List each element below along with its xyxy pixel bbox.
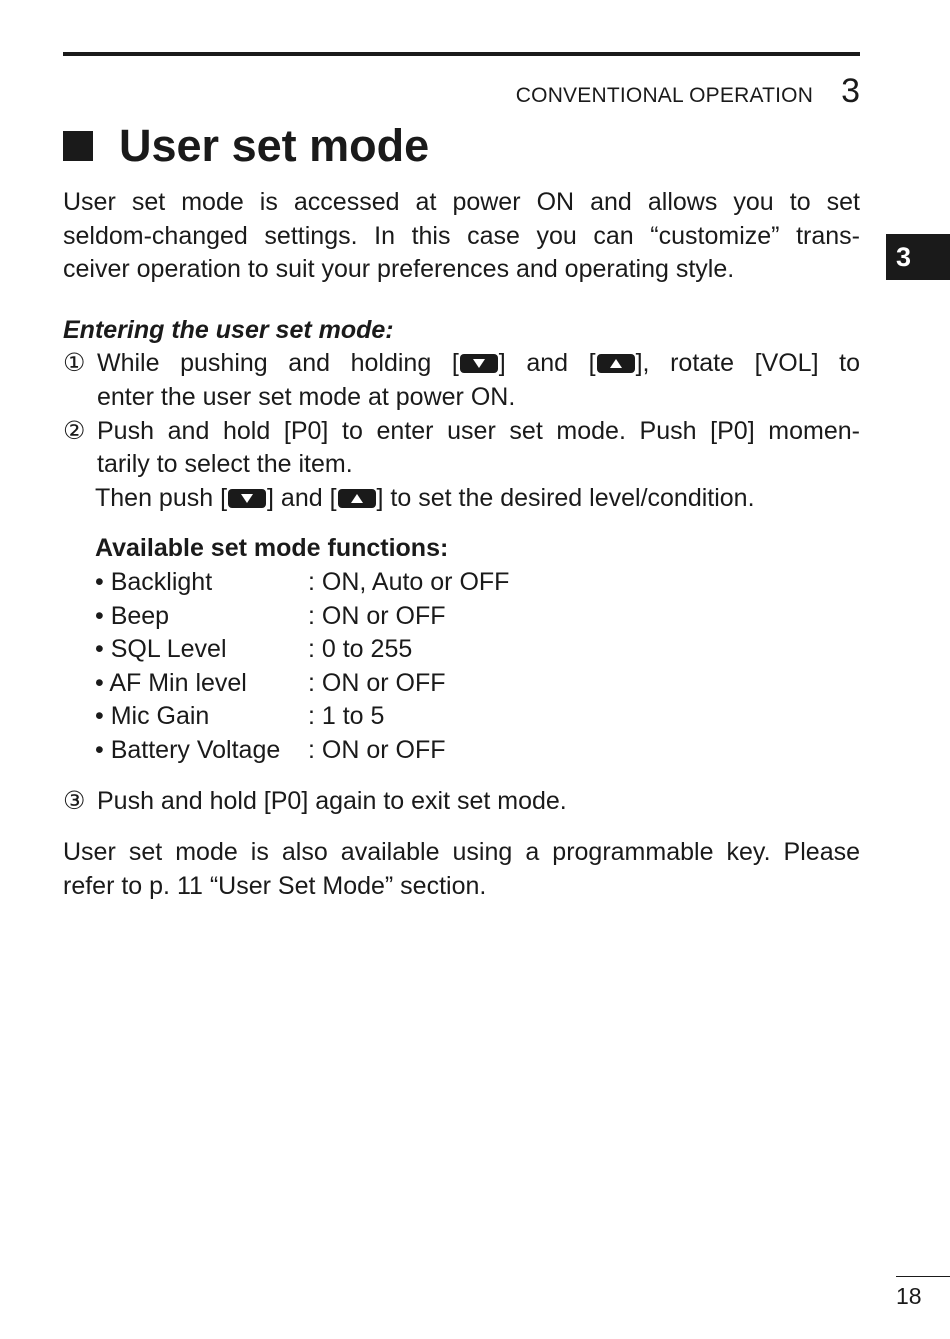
down-arrow-key-icon: [228, 489, 266, 508]
section-title: CONVENTIONAL OPERATION: [515, 84, 814, 107]
intro-line: seldom-changed settings. In this case you can “customize” trans-: [63, 221, 860, 250]
list-item: [95, 734, 860, 768]
up-arrow-key-icon: [597, 354, 635, 373]
outro-line: refer to p. 11 “User Set Mode” section.: [63, 871, 487, 900]
step-line: Push and hold [P0] again to exit set mode.: [97, 786, 567, 815]
content: [63, 186, 860, 903]
function-name: • AF Min level: [95, 668, 247, 697]
down-arrow-key-icon: [460, 354, 498, 373]
function-name: • Battery Voltage: [95, 735, 281, 764]
step-line: [97, 347, 860, 381]
functions-heading: Available set mode functions:: [95, 534, 449, 563]
top-rule: [63, 52, 860, 56]
function-name: • Mic Gain: [95, 702, 210, 731]
page-title: [63, 120, 429, 172]
page-number-rule: [896, 1276, 950, 1277]
step-2-then-line: [63, 482, 860, 516]
function-value: : ON or OFF: [308, 668, 446, 697]
step-line: Push and hold [P0] to enter user set mode. Push [P0] momen-: [97, 416, 860, 445]
page-title-text: User set mode: [119, 120, 430, 171]
step-text: Then push [: [95, 483, 228, 512]
list-item: [95, 633, 860, 667]
intro-line: ceiver operation to suit your preferences and operating style.: [63, 255, 735, 284]
step-text: ], rotate [VOL] to: [635, 349, 860, 378]
list-item: [95, 600, 860, 634]
chapter-number: 3: [841, 72, 860, 110]
up-arrow-key-icon: [338, 489, 376, 508]
step-text: ] to set the desired level/condition.: [376, 483, 755, 512]
function-value: : 0 to 255: [308, 635, 413, 664]
step-2: [63, 415, 860, 482]
function-value: : ON or OFF: [308, 735, 446, 764]
list-item: [95, 566, 860, 600]
function-name: • Beep: [95, 601, 170, 630]
step-3: [63, 785, 860, 819]
list-item: [95, 700, 860, 734]
intro-line: User set mode is accessed at power ON and allows you to set: [63, 188, 860, 216]
function-value: : 1 to 5: [308, 702, 385, 731]
entering-heading: Entering the user set mode:: [63, 315, 394, 344]
chapter-tab: 3: [886, 234, 950, 280]
function-value: : ON or OFF: [308, 601, 446, 630]
running-head: [516, 72, 860, 111]
step-number: ①: [63, 349, 86, 378]
outro-line: User set mode is also available using a programmable key. Please: [63, 838, 860, 867]
step-line: tarily to select the item.: [97, 450, 353, 479]
step-text: While pushing and holding [: [97, 349, 459, 378]
page-number: 18: [896, 1283, 922, 1309]
step-text: ] and [: [267, 483, 337, 512]
step-1: [63, 347, 860, 414]
step-text: ] and [: [498, 349, 596, 378]
step-number: ③: [63, 786, 86, 815]
intro-paragraph: [63, 186, 860, 287]
function-value: : ON, Auto or OFF: [308, 567, 510, 596]
functions-list: [63, 566, 860, 768]
outro-paragraph: [63, 836, 860, 903]
list-item: [95, 667, 860, 701]
function-name: • Backlight: [95, 567, 213, 596]
function-name: • SQL Level: [95, 635, 227, 664]
square-bullet-icon: [63, 131, 93, 161]
step-line: enter the user set mode at power ON.: [97, 382, 516, 411]
step-number: ②: [63, 416, 86, 445]
